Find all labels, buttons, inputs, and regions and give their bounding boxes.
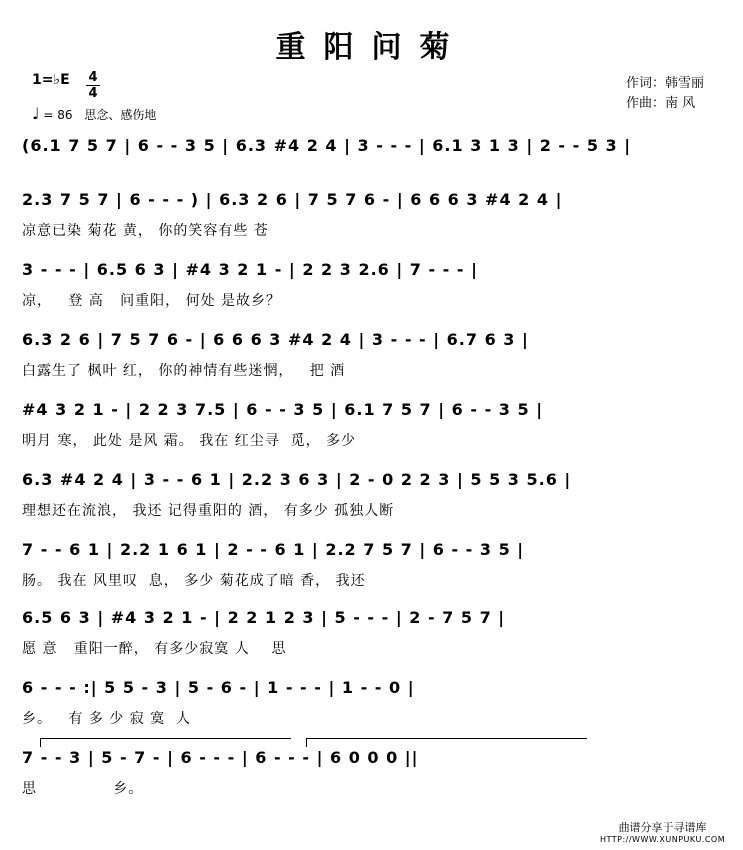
tempo-value: = 86 (43, 108, 73, 122)
credits (626, 74, 704, 114)
lyric-line (22, 166, 722, 188)
watermark-line1: 曲谱分享于寻谱库 (618, 821, 707, 834)
quarter-note-icon: ♩ (32, 104, 40, 123)
notation: 6.5 6 3 | #4 3 2 1 - | 2 2 1 2 3 | 5 - - - | 2 - 7 5 7 | (22, 608, 506, 627)
key-signature: 1=♭E (32, 72, 70, 88)
staff-line-9 (0, 674, 743, 748)
volta-bracket (40, 738, 291, 747)
meter-top: 4 (88, 70, 98, 85)
watermark-url: HTTP://WWW.XUNPUKU.COM (600, 835, 726, 844)
lyric-line: 白露生了 枫叶 红， 你的神情有些迷惘， 把 酒 (22, 363, 346, 379)
staff-line-8 (0, 604, 743, 678)
notation: 6.3 2 6 | 7 5 7 6 - | 6 6 6 3 #4 2 4 | 3 - - - | 6.7 6 3 | (22, 330, 529, 349)
lyric-line: 肠。 我在 风里叹 息， 多少 菊花成了暗 香， 我还 (22, 573, 366, 589)
expression-text: 思念、感伤地 (84, 108, 157, 122)
meter-bottom: 4 (88, 86, 98, 101)
lyric-line: 思 乡。 (22, 781, 144, 797)
staff-line-5 (0, 396, 743, 470)
staff-line-4 (0, 326, 743, 400)
song-title: 重阳问菊 (275, 30, 468, 65)
notation: 3 - - - | 6.5 6 3 | #4 3 2 1 - | 2 2 3 2.6 | 7 - - - | (22, 260, 478, 279)
lyric-line: 愿 意 重阳一醉， 有多少寂寞 人 思 (22, 641, 287, 657)
notation: 7 - - 3 | 5 - 7 - | 6 - - - | 6 - - - | 6 0 0 0 || (22, 748, 419, 767)
staff-line-6 (0, 466, 743, 540)
notation: #4 3 2 1 - | 2 2 3 7.5 | 6 - - 3 5 | 6.1 7 5 7 | 6 - - 3 5 | (22, 400, 544, 419)
notation: 7 - - 6 1 | 2.2 1 6 1 | 2 - - 6 1 | 2.2 7 5 7 | 6 - - 3 5 | (22, 540, 525, 559)
notation: (6.1 7 5 7 | 6 - - 3 5 | 6.3 #4 2 4 | 3 - - - | 6.1 3 1 3 | 2 - - 5 3 | (22, 136, 632, 155)
staff-line-2 (0, 186, 743, 260)
lyric-line: 凉， 登 高 问重阳， 何处 是故乡？ (22, 293, 282, 309)
tempo-marking (32, 104, 156, 123)
notation: 6.3 #4 2 4 | 3 - - 6 1 | 2.2 3 6 3 | 2 - 0 2 2 3 | 5 5 3 5.6 | (22, 470, 572, 489)
notation: 6 - - - :| 5 5 - 3 | 5 - 6 - | 1 - - - | 1 - - 0 | (22, 678, 415, 697)
staff-line-10 (0, 744, 743, 818)
time-signature (86, 70, 100, 101)
notation: 2.3 7 5 7 | 6 - - - ) | 6.3 2 6 | 7 5 7 6 - | 6 6 6 3 #4 2 4 | (22, 190, 563, 209)
lyric-line: 理想还在流浪， 我还 记得重阳的 酒， 有多少 孤独人断 (22, 503, 395, 519)
lyric-line: 明月 寒， 此处 是风 霜。 我在 红尘寻 觅， 多少 (22, 433, 357, 449)
watermark (600, 822, 725, 846)
lyricist: 作词：韩雪丽 (626, 76, 705, 91)
lyric-line: 乡。 有 多 少 寂 寞 人 (22, 711, 192, 727)
lyric-line: 凉意已染 菊花 黄， 你的笑容有些 苍 (22, 223, 269, 239)
volta-bracket (306, 738, 587, 747)
staff-line-7 (0, 536, 743, 610)
composer: 作曲：南 风 (626, 96, 696, 111)
staff-line-3 (0, 256, 743, 330)
